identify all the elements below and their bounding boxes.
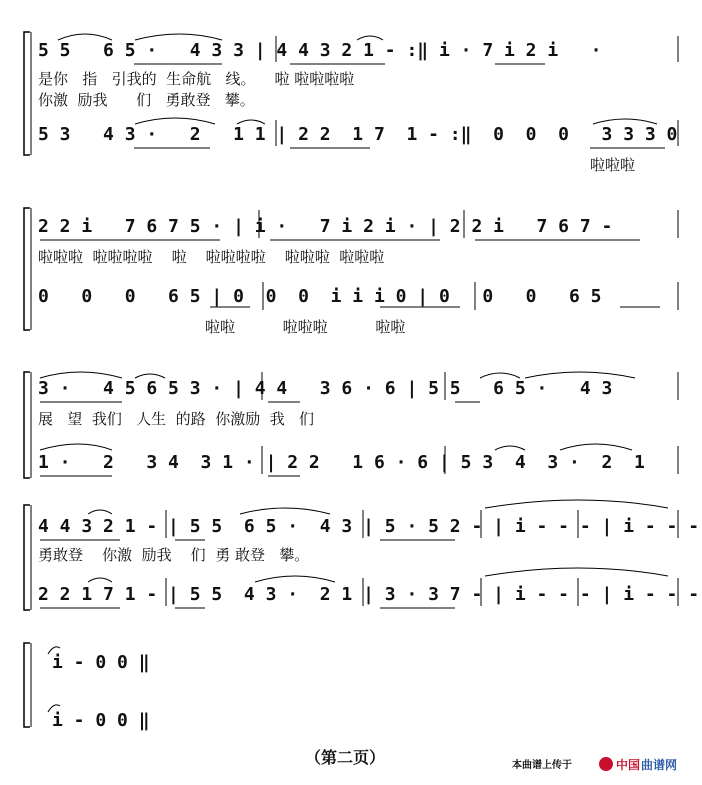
logo-text-china: 中国 [616, 758, 641, 772]
system-4 [24, 500, 699, 610]
lyrics-line: 展 望 我们 人生 的路 你激励 我 们 [38, 410, 315, 428]
system-1 [24, 32, 678, 174]
logo-text-qupu: 曲谱网 [641, 758, 678, 772]
lyrics-line: 啦啦啦 [590, 156, 636, 174]
notation-line: i - 0 0 ‖ [52, 652, 150, 673]
system-5 [24, 643, 150, 731]
system-bracket [24, 372, 30, 478]
notation-line: 2 2 i 7 6 7 5 · | i · 7 i 2 i · | 2 2 i 7 6 7 - [38, 216, 613, 237]
slur [88, 578, 112, 582]
slur [240, 508, 330, 514]
slur [485, 568, 668, 576]
page-number-label: （第二页） [304, 748, 386, 767]
slur [40, 444, 112, 450]
slur [255, 576, 335, 582]
system-bracket [24, 208, 30, 330]
lyrics-line: 你激 励我 们 勇敢登 攀。 [38, 91, 255, 109]
system-bracket [24, 505, 30, 610]
notation-line: 2 2 1 7 1 - | 5 5 4 3 · 2 1 | 3 · 3 7 - | i - - - | i - - - [38, 584, 700, 605]
logo-badge-icon [599, 757, 613, 771]
notation-line: 5 3 4 3 · 2 1 1 | 2 2 1 7 1 - :‖ 0 0 0 3 3 3 0 [38, 124, 678, 145]
lyrics-line: 勇敢登 你激 励我 们 勇 敢登 攀。 [38, 546, 310, 564]
system-bracket [24, 32, 30, 155]
lyrics-line: 啦啦 啦啦啦 啦啦 [205, 318, 406, 336]
site-logo[interactable] [599, 757, 677, 772]
slur [485, 500, 668, 508]
notation-line: 4 4 3 2 1 - | 5 5 6 5 · 4 3 | 5 · 5 2 - | i - - - | i - - - [38, 516, 700, 537]
lyrics-line: 啦啦啦 啦啦啦啦 啦 啦啦啦啦 啦啦啦 啦啦啦 [38, 248, 385, 266]
system-bracket [24, 643, 30, 727]
notation-line: 1 · 2 3 4 3 1 · | 2 2 1 6 · 6 | 5 3 4 3 · 2 1 [38, 452, 645, 473]
notation-line: 5 5 6 5 · 4 3 3 | 4 4 3 2 1 - :‖ i · 7 i 2 i · [38, 40, 602, 61]
slur [560, 444, 632, 450]
notation-line: 0 0 0 6 5 | 0 0 0 i i i 0 | 0 0 0 6 5 [38, 286, 602, 307]
source-credit: 本曲谱上传于 [512, 760, 572, 771]
system-3 [24, 372, 678, 478]
system-2 [24, 208, 678, 336]
lyrics-line: 是你 指 引我的 生命航 线。 啦 啦啦啦啦 [38, 70, 355, 88]
notation-line: i - 0 0 ‖ [52, 710, 150, 731]
notation-line: 3 · 4 5 6 5 3 · | 4 4 3 6 · 6 | 5 5 6 5 · 4 3 [38, 378, 613, 399]
slur [495, 446, 525, 450]
slur [88, 510, 112, 514]
